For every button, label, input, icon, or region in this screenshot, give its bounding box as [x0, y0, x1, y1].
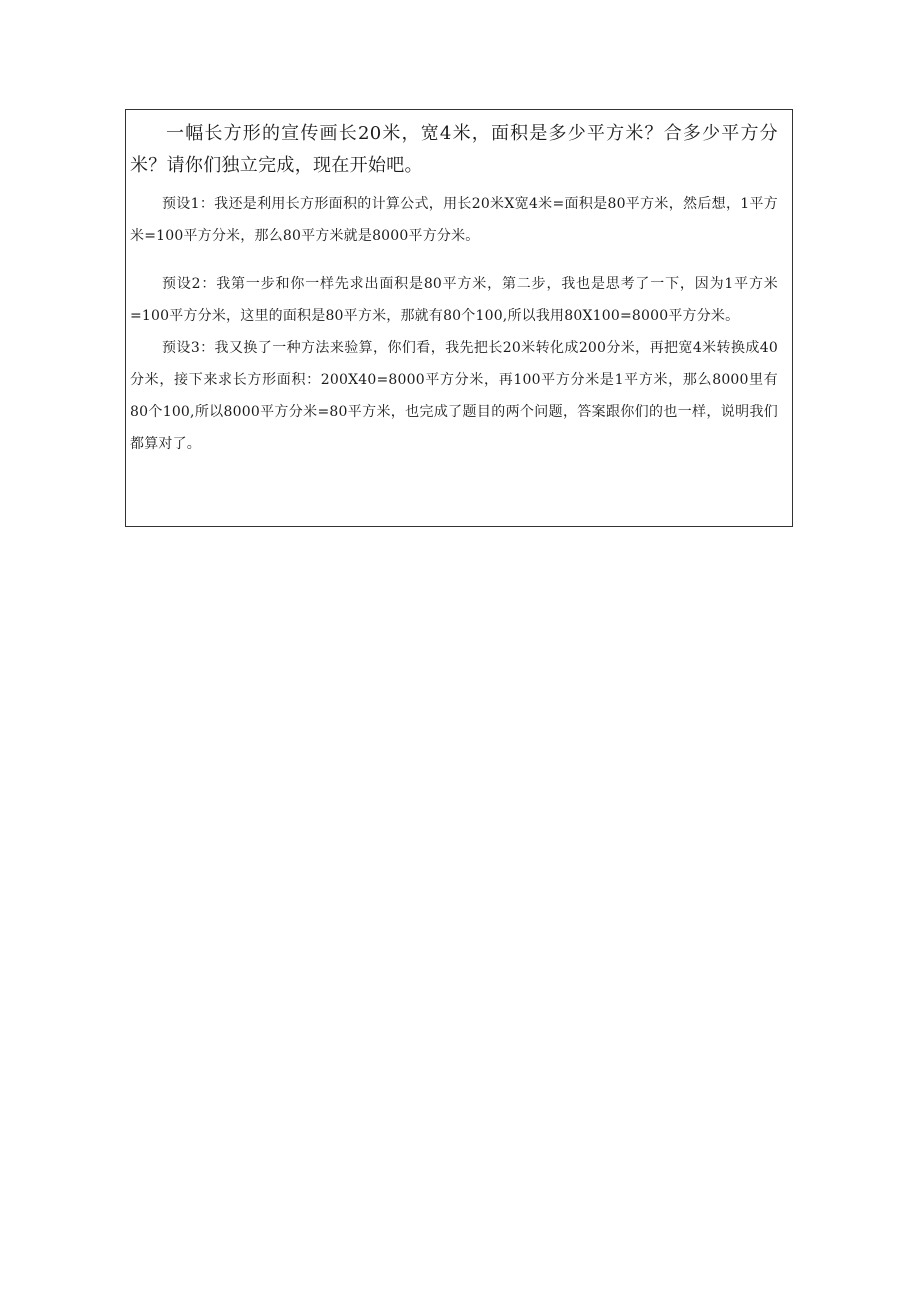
content-box [125, 109, 793, 527]
main-question: 一幅长方形的宣传画长20米，宽4米，面积是多少平方米？合多少平方分米？请你们独立完成，现在开始吧。 [130, 123, 778, 176]
preset-1: 预设1：我还是利用长方形面积的计算公式，用长20米X宽4米=面积是80平方米，然后想，1平方米=100平方分米，那么80平方米就是8000平方分米。 [130, 196, 778, 244]
preset-2: 预设2：我第一步和你一样先求出面积是80平方米，第二步，我也是思考了一下，因为1平方米=100平方分米，这里的面积是80平方米，那就有80个100,所以我用80X100=8000平方分米。 [130, 276, 778, 324]
paragraph-gap [130, 252, 778, 268]
preset-3: 预设3：我又换了一种方法来验算，你们看，我先把长20米转化成200分米，再把宽4米转换成40分米，接下来求长方形面积：200X40=8000平方分米，再100平方分米是1平方米，那么8000里有80个100,所以8000平方分米=80平方米，也完成了题目的两个问题，答案跟你们的也一样，说明我们都算对了。 [130, 340, 778, 452]
